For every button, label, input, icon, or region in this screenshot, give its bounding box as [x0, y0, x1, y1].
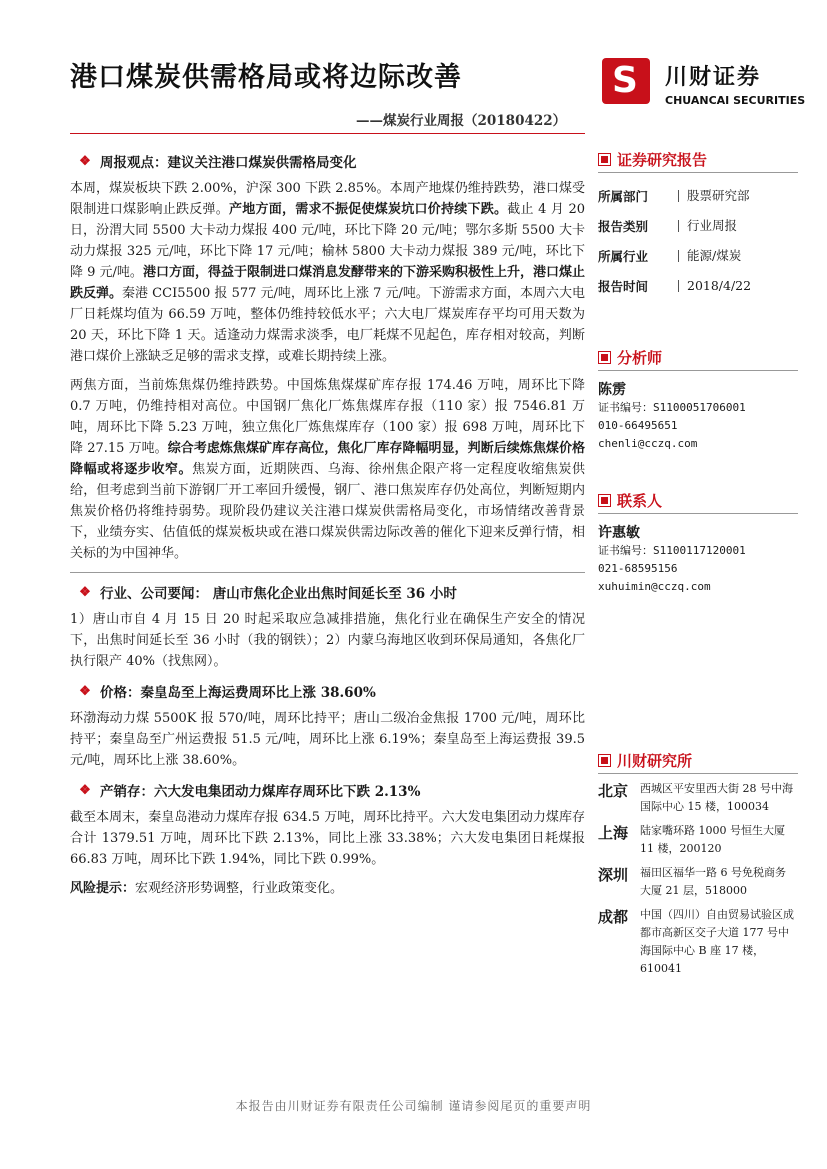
body-paragraph [70, 375, 585, 564]
contact-phone: 021-68595156 [598, 562, 678, 575]
panel-heading: 川财研究所 [598, 749, 798, 771]
contact-license: 证书编号：S1100117120001 [598, 544, 746, 557]
diamond-bullet-icon: ❖ [79, 782, 91, 798]
panel-heading: 证券研究报告 [598, 148, 798, 170]
section-inventory [70, 779, 585, 870]
panel-divider [598, 513, 798, 514]
text-run: 1）唐山市自 4 月 15 日 20 时起采取应急减排措施，焦化行业在确保生产安全的情况下，出焦时间延长至 36 小时（我的钢铁）；2）内蒙乌海地区收到环保局通知，各焦化厂执行限产 40%（找焦网）。 [70, 612, 585, 669]
square-bullet-icon [598, 153, 611, 166]
analyst-name: 陈雳 [598, 382, 626, 398]
analyst-email[interactable]: chenli@cczq.com [598, 437, 698, 450]
office-entry: 成都 中国（四川）自由贸易试验区成都市高新区交子大道 177 号中海国际中心 B 座 17 楼，610041 [598, 908, 794, 975]
text-run: 截至本周末，秦皇岛港动力煤库存报 634.5 万吨，周环比持平。六大发电集团动力煤库存合计 1379.51 万吨，周环比下跌 2.13%，同比上涨 33.38%；六大发电集团日耗煤报 66.83 万吨，周环比下跌 1.94%，同比下跌 0.99%。 [70, 810, 585, 867]
risk-label: 风险提示： [70, 881, 136, 896]
emphasis-text: 综合考虑炼焦煤矿库存高位，焦化厂库存降幅明显，判断后续炼焦煤价格降幅或将逐步收窄。 [70, 441, 585, 477]
text-run: 秦港 CCI5500 报 577 元/吨，周环比上涨 7 元/吨。下游需求方面，本周六大电厂日耗煤均值为 66.59 万吨，整体仍维持较低水平；六大电厂煤炭库存平均可用天数为 20 天，环比下降 1 天。适逢动力煤需求淡季，电厂耗煤不见起色，库存相对较高，判断港口煤价上涨缺乏足够的需求支撑，或难长期持续上涨。 [70, 286, 585, 364]
text-run: 截止 4 月 20 日，汾渭大同 5500 大卡动力煤报 400 元/吨，环比下降 20 元/吨；鄂尔多斯 5500 大卡动力煤报 325 元/吨，环比下降 17 元/吨；榆林 5800 大卡动力煤报 389 元/吨，环比下降 9 元/吨。 [70, 202, 585, 280]
section-price [70, 680, 585, 771]
panel-divider [598, 172, 798, 173]
text-run: 两焦方面，当前炼焦煤仍维持跌势。中国炼焦煤煤矿库存报 174.46 万吨，周环比下降 0.7 万吨，仍维持相对高位。中国钢厂焦化厂炼焦煤库存报（110 家）报 7546.81 万吨，周环比下降 5.23 万吨，独立焦化厂炼焦煤库存（100 家）报 698 万吨，周环比下降 27.15 万吨。 [70, 378, 585, 456]
square-bullet-icon [598, 754, 611, 767]
section-heading: ❖ 产销存：六大发电集团动力煤库存周环比下跌 2.13% [70, 779, 585, 801]
office-entry: 北京 西城区平安里西大街 28 号中海国际中心 15 楼，100034 [598, 782, 793, 813]
analyst-panel [598, 346, 798, 453]
page-footer: 本报告由川财证券有限责任公司编制 谨请参阅尾页的重要声明 [235, 1099, 592, 1113]
info-row: 报告类别 行业周报 [598, 218, 738, 234]
panel-heading: 分析师 [598, 346, 798, 368]
diamond-bullet-icon: ❖ [79, 584, 91, 600]
office-entry: 深圳 福田区福华一路 6 号免税商务大厦 21 层，518000 [598, 866, 786, 897]
brand-name-cn: 川财证券 [665, 65, 762, 90]
square-bullet-icon [598, 351, 611, 364]
section-heading: ❖ 周报观点：建议关注港口煤炭供需格局变化 [70, 150, 585, 172]
institute-panel [598, 749, 798, 984]
emphasis-text: 港口方面，得益于限制进口煤消息发酵带来的下游采购积极性上升，港口煤止跌反弹。 [70, 265, 585, 301]
report-info-panel [598, 148, 798, 301]
body-paragraph [70, 609, 585, 672]
body-paragraph [70, 807, 585, 870]
risk-note [70, 878, 585, 899]
contact-panel [598, 489, 798, 596]
text-run: 环渤海动力煤 5500K 报 570/吨，周环比持平；唐山二级冶金焦报 1700 元/吨，周环比持平；秦皇岛至广州运费报 51.5 元/吨，周环比上涨 6.19%；秦皇岛至上海运费报 39.5 元/吨，周环比上涨 38.60%。 [70, 711, 585, 768]
text-run: 本周，煤炭板块下跌 2.00%，沪深 300 下跌 2.85%。本周产地煤仍维持跌势，港口煤受限制进口煤影响止跌反弹。 [70, 181, 585, 217]
panel-divider [598, 370, 798, 371]
body-paragraph [70, 178, 585, 367]
section-heading: ❖ 价格：秦皇岛至上海运费周环比上涨 38.60% [70, 680, 585, 702]
contact-name: 许惠敏 [598, 525, 640, 541]
brand-name-en: CHUANCAI SECURITIES [665, 94, 806, 107]
analyst-phone: 010-66495651 [598, 419, 678, 432]
report-subtitle: ——煤炭行业周报（20180422） [356, 113, 567, 129]
title-divider [70, 133, 585, 134]
diamond-bullet-icon: ❖ [79, 683, 91, 699]
info-row: 所属部门 股票研究部 [598, 188, 750, 204]
section-news [70, 581, 585, 672]
body-paragraph [70, 708, 585, 771]
analyst-license: 证书编号：S1100051706001 [598, 401, 746, 414]
panel-divider [598, 773, 798, 774]
contact-email[interactable]: xuhuimin@cczq.com [598, 580, 711, 593]
main-content [70, 150, 585, 899]
report-title: 港口煤炭供需格局或将边际改善 [70, 62, 462, 93]
section-summary [70, 150, 585, 564]
text-run: 焦炭方面，近期陕西、乌海、徐州焦企限产将一定程度收缩焦炭供给，但考虑到当前下游钢厂开工率回升缓慢，钢厂、港口焦炭库存仍处高位，判断短期内焦炭价格仍将维持弱势。现阶段仍建议关注港口煤炭供需格局变化，市场情绪改善背景下，业绩夯实、估值低的煤炭板块或在港口煤炭供需边际改善的催化下迎来反弹行情，相关标的为中国神华。 [70, 462, 585, 561]
info-row: 报告时间 2018/4/22 [598, 278, 752, 294]
section-heading: ❖ 行业、公司要闻： 唐山市焦化企业出焦时间延长至 36 小时 [70, 581, 585, 603]
diamond-bullet-icon: ❖ [79, 153, 91, 169]
office-entry: 上海 陆家嘴环路 1000 号恒生大厦 11 楼，200120 [598, 824, 785, 855]
square-bullet-icon [598, 494, 611, 507]
emphasis-text: 产地方面，需求不振促使煤炭坑口价持续下跌。 [229, 202, 508, 217]
section-divider [70, 572, 585, 573]
panel-heading: 联系人 [598, 489, 798, 511]
risk-text: 宏观经济形势调整，行业政策变化。 [135, 881, 344, 896]
logo-glyph: S [612, 60, 638, 101]
info-row: 所属行业 能源/煤炭 [598, 248, 742, 264]
